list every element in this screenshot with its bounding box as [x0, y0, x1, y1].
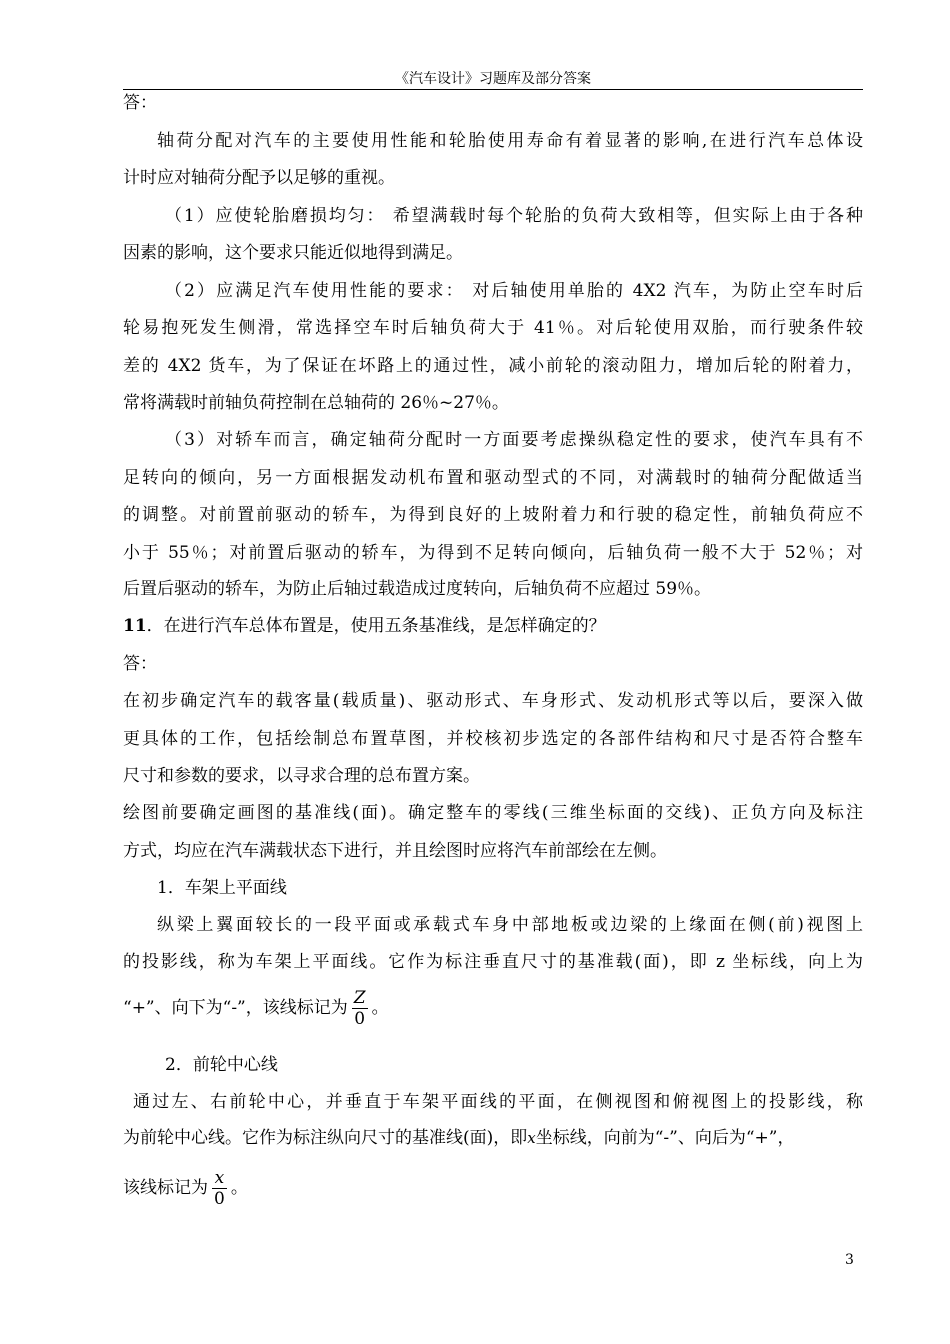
line-text: 该线标记为	[123, 1178, 208, 1198]
paragraph-line: 轴荷分配对汽车的主要使用性能和轮胎使用寿命有着显著的影响,在进行汽车总体设	[157, 131, 863, 151]
paragraph-line: 方式，均应在汽车满载状态下进行，并且绘图时应将汽车前部绘在左侧。	[123, 841, 667, 861]
answer-label: 答：	[123, 654, 157, 674]
subheading: 2．前轮中心线	[165, 1055, 278, 1075]
x-variable: x	[527, 1129, 536, 1147]
paragraph-line: 小于 55％；对前置后驱动的轿车，为得到不足转向倾向，后轴负荷一般不大于 52％；对	[123, 543, 863, 563]
paragraph-line: 因素的影响，这个要求只能近似地得到满足。	[123, 243, 463, 263]
paragraph-line: 在初步确定汽车的载客量(载质量)、驱动形式、车身形式、发动机形式等以后，要深入做	[123, 691, 863, 711]
line-text: 。	[371, 998, 389, 1018]
paragraph-line: 的调整。对前置前驱动的轿车，为得到良好的上坡附着力和行驶的稳定性，前轴负荷应不	[123, 505, 863, 525]
question-number: 11	[123, 616, 147, 636]
page-header-title: 《汽车设计》习题库及部分答案	[395, 71, 591, 87]
answer-label: 答：	[123, 93, 157, 113]
paragraph-line: 纵梁上翼面较长的一段平面或承载式车身中部地板或边梁的上缘面在侧(前)视图上	[157, 915, 863, 935]
paragraph-line	[123, 1127, 863, 1149]
paragraph-line: 常将满载时前轴负荷控制在总轴荷的 26％~27％。	[123, 393, 509, 413]
question-heading	[123, 615, 863, 637]
line-text: 为前轮中心线。它作为标注纵向尺寸的基准线(面)，即	[123, 1128, 528, 1148]
fraction-numerator: Z	[353, 988, 366, 1008]
paragraph-line: （1）应使轮胎磨损均匀： 希望满载时每个轮胎的负荷大致相等，但实际上由于各种	[165, 206, 863, 226]
paragraph-line: 尺寸和参数的要求，以寻求合理的总布置方案。	[123, 766, 480, 786]
paragraph-line: 后置后驱动的轿车，为防止后轴过载造成过度转向，后轴负荷不应超过 59％。	[123, 579, 712, 599]
paragraph-line-with-fraction	[123, 1167, 863, 1209]
fraction-denominator: 0	[214, 1189, 225, 1209]
paragraph-line: 通过左、右前轮中心，并垂直于车架平面线的平面，在侧视图和俯视图上的投影线，称	[133, 1092, 863, 1112]
paragraph-line: （2）应满足汽车使用性能的要求： 对后轴使用单胎的 4X2 汽车，为防止空车时后	[165, 281, 863, 301]
paragraph-line: 足转向的倾向，另一方面根据发动机布置和驱动型式的不同，对满载时的轴荷分配做适当	[123, 468, 863, 488]
header-rule	[123, 89, 863, 90]
line-text: 。	[230, 1178, 248, 1198]
question-text: ．在进行汽车总体布置是，使用五条基准线，是怎样确定的？	[146, 616, 606, 636]
paragraph-line: （3）对轿车而言，确定轴荷分配时一方面要考虑操纵稳定性的要求，使汽车具有不	[165, 430, 863, 450]
paragraph-line: 差的 4X2 货车，为了保证在坏路上的通过性，减小前轮的滚动阻力，增加后轮的附着力，	[123, 356, 863, 376]
paragraph-line: 绘图前要确定画图的基准线(面)。确定整车的零线(三维坐标面的交线)、正负方向及标注	[123, 803, 863, 823]
page-number: 3	[845, 1252, 854, 1268]
fraction-numerator: x	[212, 1168, 227, 1189]
fraction-denominator: 0	[354, 1009, 366, 1029]
paragraph-line-with-fraction	[123, 987, 863, 1029]
fraction-x-over-0	[212, 1168, 227, 1209]
paragraph-line: 更具体的工作，包括绘制总布置草图，并校核初步选定的各部件结构和尺寸是否符合整车	[123, 729, 863, 749]
line-text: “+”、向下为“-”，该线标记为	[123, 998, 348, 1018]
line-text: 坐标线，向前为“-”、向后为“+”，	[535, 1128, 795, 1148]
paragraph-line: 轮易抱死发生侧滑，常选择空车时后轴负荷大于 41％。对后轮使用双胎，而行驶条件较	[123, 318, 863, 338]
fraction-z-over-0	[352, 988, 368, 1029]
subheading: 1．车架上平面线	[157, 878, 287, 898]
paragraph-line: 的投影线，称为车架上平面线。它作为标注垂直尺寸的基准载(面)，即 z 坐标线，向上为	[123, 952, 863, 972]
paragraph-line: 计时应对轴荷分配予以足够的重视。	[123, 168, 395, 188]
